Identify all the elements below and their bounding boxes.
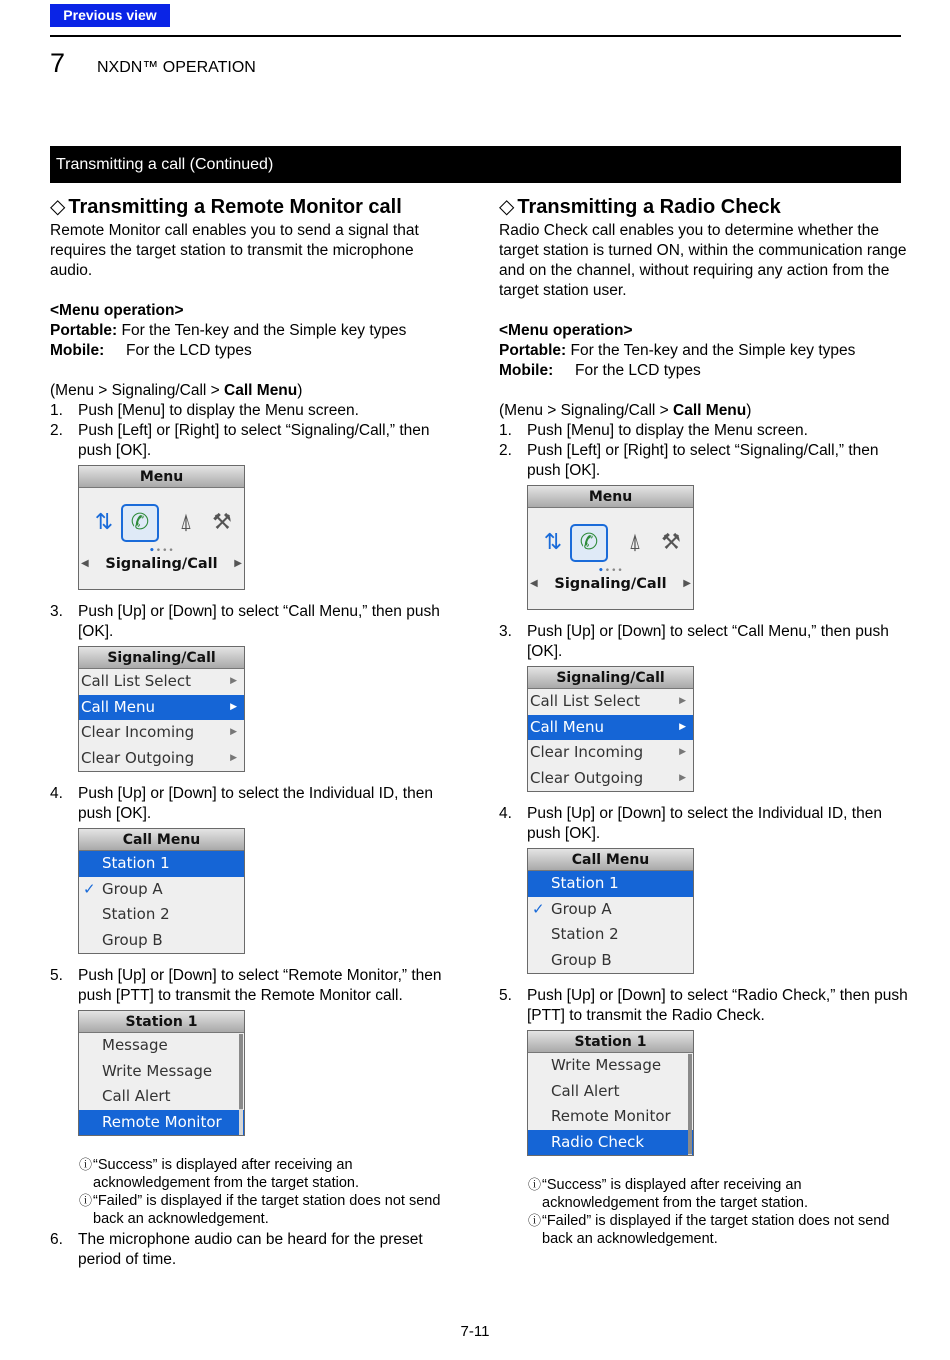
step-4: 4. Push [Up] or [Down] to select the Individual ID, then push [OK].: [499, 805, 882, 842]
lcd-row: Call Alert: [551, 1081, 620, 1100]
menu-operation-label: <Menu operation>: [499, 322, 633, 339]
arrows-updown-icon: ⇅: [94, 510, 114, 535]
lcd-row: ✓ Group A: [79, 877, 244, 903]
lcd-menu-screen: [78, 465, 245, 590]
lcd-title: Menu: [79, 466, 244, 488]
chapter-number: 7: [50, 48, 66, 78]
step-6: 6. The microphone audio can be heard for the preset period of time.: [50, 1231, 423, 1268]
lcd-signaling-screen: [527, 666, 694, 792]
lcd-row: Station 2: [102, 905, 170, 923]
note-success: ⓘ “Success” is displayed after receiving an acknowledgement from the target station.: [528, 1177, 808, 1211]
left-arrow-icon: ◀: [530, 578, 538, 589]
lcd-title: Station 1: [79, 1011, 244, 1033]
intro-text: Radio Check call enables you to determine whether the target station is turned ON, within the communication range and on the channel, without requiring any action from the target station user.: [499, 222, 907, 299]
step-5: 5. Push [Up] or [Down] to select “Radio Check,” then push [PTT] to transmit the Radio Check.: [499, 987, 908, 1024]
page-number: 7-11: [460, 1323, 490, 1340]
note-success: ⓘ “Success” is displayed after receiving an acknowledgement from the target station.: [79, 1157, 359, 1191]
right-arrow-icon: ▶: [234, 558, 242, 569]
lcd-row: Call Alert: [102, 1087, 171, 1105]
step-1: 1. Push [Menu] to display the Menu screen.: [499, 422, 808, 439]
step-5: 5. Push [Up] or [Down] to select “Remote Monitor,” then push [PTT] to transmit the Remote Monitor call.: [50, 967, 442, 1004]
lcd-title: Call Menu: [528, 849, 693, 871]
section-bar: Transmitting a call (Continued): [50, 146, 901, 183]
lcd-row: Group B: [102, 930, 163, 949]
arrows-updown-icon: ⇅: [543, 530, 563, 555]
phone-icon: ✆: [570, 524, 608, 562]
step-2: 2. Push [Left] or [Right] to select “Signaling/Call,” then push [OK].: [50, 422, 430, 459]
note-failed: ⓘ “Failed” is displayed if the target station does not send back an acknowledgement.: [79, 1193, 441, 1227]
lcd-title: Signaling/Call: [528, 667, 693, 689]
section-heading: ◇ Transmitting a Radio Check: [499, 196, 781, 218]
diamond-icon: ◇: [50, 196, 66, 218]
info-icon: ⓘ: [79, 1193, 93, 1208]
lcd-row: Clear Incoming ▶: [530, 743, 686, 761]
lcd-row-selected: Call Menu ▶: [79, 695, 244, 721]
lcd-row-selected: Call Menu ▶: [528, 715, 693, 741]
intro-text: Remote Monitor call enables you to send a signal that requires the target station to transmit the microphone audio.: [50, 222, 419, 279]
left-column: [50, 195, 460, 1270]
lcd-row: Station 2: [551, 925, 619, 943]
phone-icon: ✆: [121, 504, 159, 542]
info-icon: ⓘ: [79, 1157, 93, 1172]
checkmark-icon: ✓: [83, 879, 96, 898]
step-2: 2. Push [Left] or [Right] to select “Signaling/Call,” then push [OK].: [499, 442, 879, 479]
portable-line: Portable: For the Ten-key and the Simple key types: [499, 342, 856, 359]
note-failed: ⓘ “Failed” is displayed if the target station does not send back an acknowledgement.: [528, 1213, 890, 1247]
lcd-call-menu-screen: [78, 828, 245, 954]
lcd-row: Write Message: [102, 1061, 213, 1080]
lcd-row: Clear Outgoing ▶: [530, 768, 686, 787]
step-1: 1. Push [Menu] to display the Menu screen.: [50, 402, 359, 419]
lcd-label: Signaling/Call: [554, 576, 667, 592]
lcd-row-selected: Station 1: [528, 871, 693, 897]
mobile-line: Mobile: For the LCD types: [50, 342, 252, 359]
lcd-row: Clear Outgoing ▶: [81, 748, 237, 767]
antenna-icon: ⍋: [628, 530, 642, 555]
scrollbar: [688, 1054, 692, 1155]
lcd-row: Clear Incoming ▶: [81, 723, 237, 741]
lcd-station-screen: [78, 1010, 245, 1136]
lcd-title: Call Menu: [79, 829, 244, 851]
section-heading: ◇ Transmitting a Remote Monitor call: [50, 196, 402, 218]
previous-view-button[interactable]: Previous view: [50, 4, 170, 27]
right-column: [499, 195, 909, 1248]
lcd-row-selected: Remote Monitor: [79, 1110, 244, 1136]
header-rule: [50, 35, 901, 37]
menu-path: (Menu > Signaling/Call > Call Menu): [499, 402, 752, 419]
antenna-icon: ⍋: [179, 510, 193, 535]
lcd-title: Menu: [528, 486, 693, 508]
lcd-row: Call List Select ▶: [81, 672, 237, 690]
lcd-row: Group B: [551, 950, 612, 969]
lcd-row: ✓ Group A: [528, 897, 693, 923]
page-dots-icon: ••••: [598, 566, 624, 576]
info-icon: ⓘ: [528, 1177, 542, 1192]
portable-line: Portable: For the Ten-key and the Simple key types: [50, 322, 407, 339]
tools-icon: ⚒: [661, 530, 681, 555]
lcd-row: Message: [102, 1036, 168, 1054]
lcd-menu-screen: [527, 485, 694, 610]
lcd-call-menu-screen: [527, 848, 694, 974]
menu-operation-label: <Menu operation>: [50, 302, 184, 319]
lcd-title: Signaling/Call: [79, 647, 244, 669]
lcd-row: Remote Monitor: [551, 1107, 671, 1125]
left-arrow-icon: ◀: [81, 558, 89, 569]
mobile-line: Mobile: For the LCD types: [499, 362, 701, 379]
info-icon: ⓘ: [528, 1213, 542, 1228]
step-4: 4. Push [Up] or [Down] to select the Individual ID, then push [OK].: [50, 785, 433, 822]
lcd-row-selected: Station 1: [79, 851, 244, 877]
chapter-title: NXDN™ OPERATION: [97, 59, 256, 76]
lcd-row: Call List Select ▶: [530, 692, 686, 710]
lcd-label: Signaling/Call: [105, 556, 218, 572]
lcd-row-selected: Radio Check: [528, 1130, 693, 1156]
checkmark-icon: ✓: [532, 899, 545, 918]
lcd-signaling-screen: [78, 646, 245, 772]
step-3: 3. Push [Up] or [Down] to select “Call Menu,” then push [OK].: [50, 603, 440, 640]
lcd-station-screen: [527, 1030, 694, 1156]
lcd-row: Write Message: [551, 1056, 662, 1074]
diamond-icon: ◇: [499, 196, 515, 218]
lcd-title: Station 1: [528, 1031, 693, 1053]
tools-icon: ⚒: [212, 510, 232, 535]
page-dots-icon: ••••: [149, 546, 175, 556]
right-arrow-icon: ▶: [683, 578, 691, 589]
scrollbar: [239, 1034, 243, 1135]
menu-path: (Menu > Signaling/Call > Call Menu): [50, 382, 303, 399]
step-3: 3. Push [Up] or [Down] to select “Call Menu,” then push [OK].: [499, 623, 889, 660]
